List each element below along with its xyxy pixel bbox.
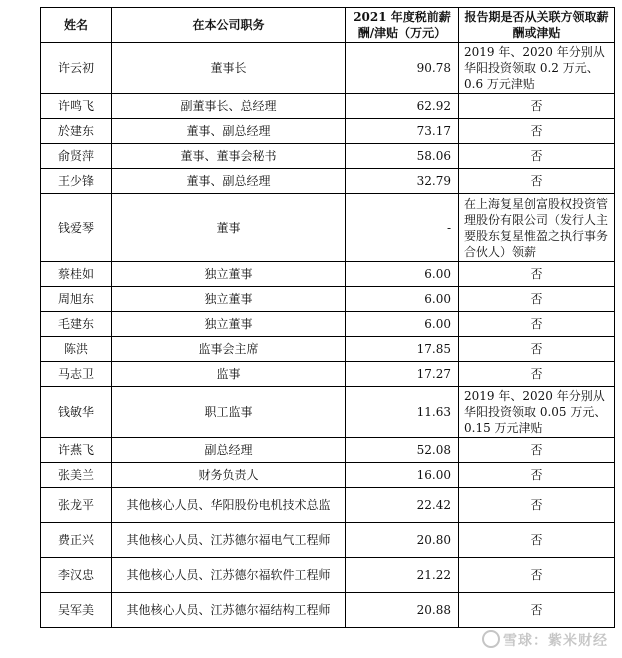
watermark: 雪球：紫米财经	[482, 630, 608, 650]
position-cell: 副董事长、总经理	[112, 94, 346, 119]
position-cell: 董事、董事会秘书	[112, 144, 346, 169]
name-cell: 吴军美	[41, 593, 112, 628]
position-cell: 董事、副总经理	[112, 169, 346, 194]
related-cell: 否	[459, 262, 615, 287]
header-salary: 2021 年度税前薪酬/津贴（万元）	[346, 8, 459, 43]
salary-cell: 16.00	[346, 463, 459, 488]
name-cell: 陈洪	[41, 337, 112, 362]
name-cell: 毛建东	[41, 312, 112, 337]
name-cell: 费正兴	[41, 523, 112, 558]
table-row	[41, 362, 615, 387]
table-row	[41, 287, 615, 312]
table-row	[41, 337, 615, 362]
salary-cell: 6.00	[346, 262, 459, 287]
position-cell: 董事	[112, 194, 346, 262]
name-cell: 周旭东	[41, 287, 112, 312]
salary-cell: 21.22	[346, 558, 459, 593]
table-row	[41, 169, 615, 194]
name-cell: 许云初	[41, 43, 112, 94]
header-name: 姓名	[41, 8, 112, 43]
salary-cell: 6.00	[346, 312, 459, 337]
position-cell: 其他核心人员、江苏德尔福结构工程师	[112, 593, 346, 628]
position-cell: 独立董事	[112, 312, 346, 337]
related-cell: 否	[459, 169, 615, 194]
name-cell: 李汉忠	[41, 558, 112, 593]
related-cell: 否	[459, 144, 615, 169]
related-cell: 否	[459, 362, 615, 387]
table-row	[41, 463, 615, 488]
position-cell: 职工监事	[112, 387, 346, 438]
position-cell: 独立董事	[112, 287, 346, 312]
table-row	[41, 387, 615, 438]
table-header-row	[41, 8, 615, 43]
position-cell: 董事、副总经理	[112, 119, 346, 144]
name-cell: 钱爱琴	[41, 194, 112, 262]
table-row	[41, 144, 615, 169]
table-row	[41, 194, 615, 262]
table-row	[41, 523, 615, 558]
salary-cell: 32.79	[346, 169, 459, 194]
compensation-table	[40, 7, 615, 628]
salary-cell: 17.27	[346, 362, 459, 387]
table-row	[41, 94, 615, 119]
name-cell: 张美兰	[41, 463, 112, 488]
position-cell: 其他核心人员、华阳股份电机技术总监	[112, 488, 346, 523]
related-cell: 2019 年、2020 年分别从华阳投资领取 0.2 万元、0.6 万元津贴	[459, 43, 615, 94]
related-cell: 否	[459, 523, 615, 558]
position-cell: 独立董事	[112, 262, 346, 287]
related-cell: 否	[459, 287, 615, 312]
related-cell: 否	[459, 593, 615, 628]
related-cell: 否	[459, 94, 615, 119]
related-cell: 否	[459, 438, 615, 463]
related-cell: 否	[459, 463, 615, 488]
related-cell: 否	[459, 558, 615, 593]
salary-cell: 62.92	[346, 94, 459, 119]
related-cell: 在上海复星创富股权投资管理股份有限公司（发行人主要股东复星惟盈之执行事务合伙人）领薪	[459, 194, 615, 262]
related-cell: 2019 年、2020 年分别从华阳投资领取 0.05 万元、0.15 万元津贴	[459, 387, 615, 438]
name-cell: 许鸣飞	[41, 94, 112, 119]
salary-cell: -	[346, 194, 459, 262]
salary-cell: 22.42	[346, 488, 459, 523]
position-cell: 监事	[112, 362, 346, 387]
name-cell: 张龙平	[41, 488, 112, 523]
related-cell: 否	[459, 312, 615, 337]
table-row	[41, 262, 615, 287]
position-cell: 监事会主席	[112, 337, 346, 362]
position-cell: 财务负责人	[112, 463, 346, 488]
related-cell: 否	[459, 488, 615, 523]
table-row	[41, 593, 615, 628]
name-cell: 王少锋	[41, 169, 112, 194]
table-row	[41, 558, 615, 593]
position-cell: 其他核心人员、江苏德尔福软件工程师	[112, 558, 346, 593]
table-row	[41, 119, 615, 144]
xueqiu-logo-icon	[482, 630, 500, 648]
position-cell: 副总经理	[112, 438, 346, 463]
name-cell: 蔡桂如	[41, 262, 112, 287]
salary-cell: 73.17	[346, 119, 459, 144]
name-cell: 马志卫	[41, 362, 112, 387]
salary-cell: 20.88	[346, 593, 459, 628]
related-cell: 否	[459, 119, 615, 144]
salary-cell: 17.85	[346, 337, 459, 362]
position-cell: 董事长	[112, 43, 346, 94]
salary-cell: 52.08	[346, 438, 459, 463]
salary-cell: 90.78	[346, 43, 459, 94]
name-cell: 钱敏华	[41, 387, 112, 438]
related-cell: 否	[459, 337, 615, 362]
table-row	[41, 488, 615, 523]
salary-cell: 11.63	[346, 387, 459, 438]
name-cell: 俞贤萍	[41, 144, 112, 169]
name-cell: 於建东	[41, 119, 112, 144]
header-related: 报告期是否从关联方领取薪酬或津贴	[459, 8, 615, 43]
header-position: 在本公司职务	[112, 8, 346, 43]
name-cell: 许燕飞	[41, 438, 112, 463]
salary-cell: 58.06	[346, 144, 459, 169]
table-row	[41, 438, 615, 463]
salary-cell: 6.00	[346, 287, 459, 312]
table-body	[41, 43, 615, 628]
salary-cell: 20.80	[346, 523, 459, 558]
table-row	[41, 312, 615, 337]
table-row	[41, 43, 615, 94]
position-cell: 其他核心人员、江苏德尔福电气工程师	[112, 523, 346, 558]
